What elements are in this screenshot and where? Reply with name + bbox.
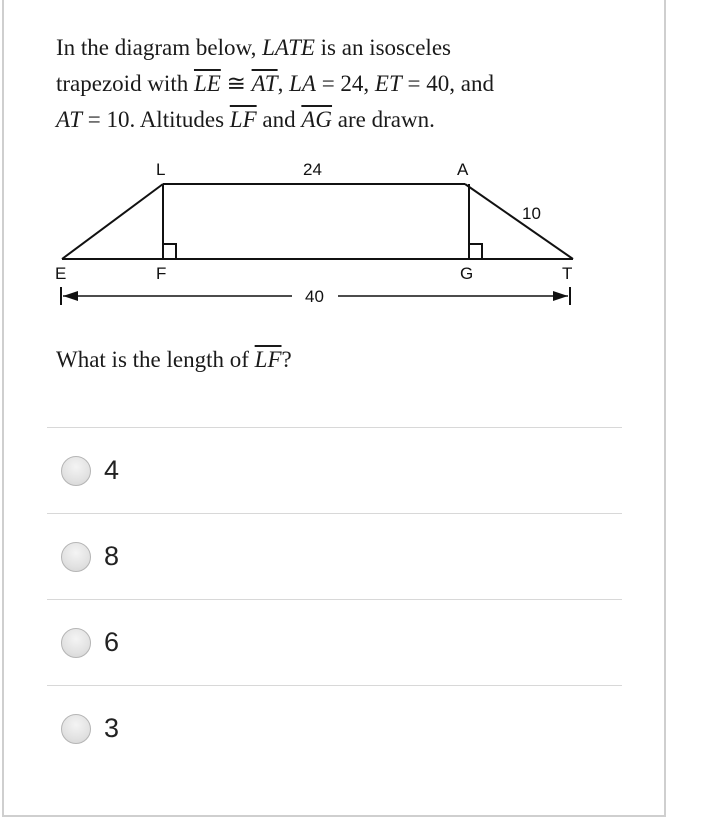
math-la: LA	[289, 71, 316, 96]
radio-button[interactable]	[61, 456, 91, 486]
answer-options	[47, 427, 622, 771]
question-text-part: In the diagram below,	[56, 35, 263, 60]
math-et: ET	[374, 71, 402, 96]
prompt-text-part: ?	[281, 347, 292, 372]
trapezoid-diagram	[50, 155, 590, 315]
prompt-text-part: What is the length of	[56, 347, 255, 372]
math-segment-le: $\overline{LE}$	[193, 71, 221, 96]
answer-option-4[interactable]	[47, 686, 622, 771]
math-segment-lf: $\overline{LF}$	[254, 347, 282, 372]
answer-label: 3	[104, 713, 120, 743]
math-at: AT	[56, 107, 82, 132]
math-segment-lf: $\overline{LF}$	[229, 107, 257, 132]
question-text	[56, 30, 616, 138]
arrowhead-left	[63, 291, 78, 301]
math-late: LATE	[262, 35, 315, 60]
radio-button[interactable]	[61, 542, 91, 572]
right-angle-mark-g	[469, 244, 482, 259]
vertex-label-f: F	[156, 264, 167, 283]
question-text-part: ≅	[220, 71, 252, 96]
vertex-label-g: G	[460, 264, 474, 283]
answer-label: 8	[104, 541, 120, 571]
arrowhead-right	[553, 291, 568, 301]
vertex-label-l: L	[156, 160, 166, 179]
answer-option-2[interactable]	[47, 514, 622, 599]
prompt-text	[56, 342, 292, 378]
length-label-at: 10	[522, 204, 541, 223]
answer-label: 6	[104, 627, 120, 657]
length-label-la: 24	[303, 160, 322, 179]
question-text-part: = 40, and	[401, 71, 494, 96]
question-text-part: trapezoid with	[56, 71, 194, 96]
math-segment-ag: $\overline{AG}$	[301, 107, 333, 132]
length-label-et: 40	[305, 287, 324, 306]
answer-option-1[interactable]	[47, 428, 622, 513]
question-text-part: are drawn.	[332, 107, 435, 132]
side-le	[62, 184, 163, 259]
question-text-part: = 24,	[315, 71, 375, 96]
question-text-part: and	[256, 107, 302, 132]
right-angle-mark-f	[163, 244, 176, 259]
question-text-part: is an isosceles	[314, 35, 451, 60]
math-segment-at: $\overline{AT}$	[251, 71, 278, 96]
answer-label: 4	[104, 455, 120, 485]
answer-option-3[interactable]	[47, 600, 622, 685]
vertex-label-t: T	[562, 264, 573, 283]
radio-button[interactable]	[61, 714, 91, 744]
vertex-label-a: A	[457, 160, 469, 179]
radio-button[interactable]	[61, 628, 91, 658]
question-text-part: = 10. Altitudes	[82, 107, 230, 132]
vertex-label-e: E	[55, 264, 67, 283]
question-text-part: ,	[277, 71, 290, 96]
